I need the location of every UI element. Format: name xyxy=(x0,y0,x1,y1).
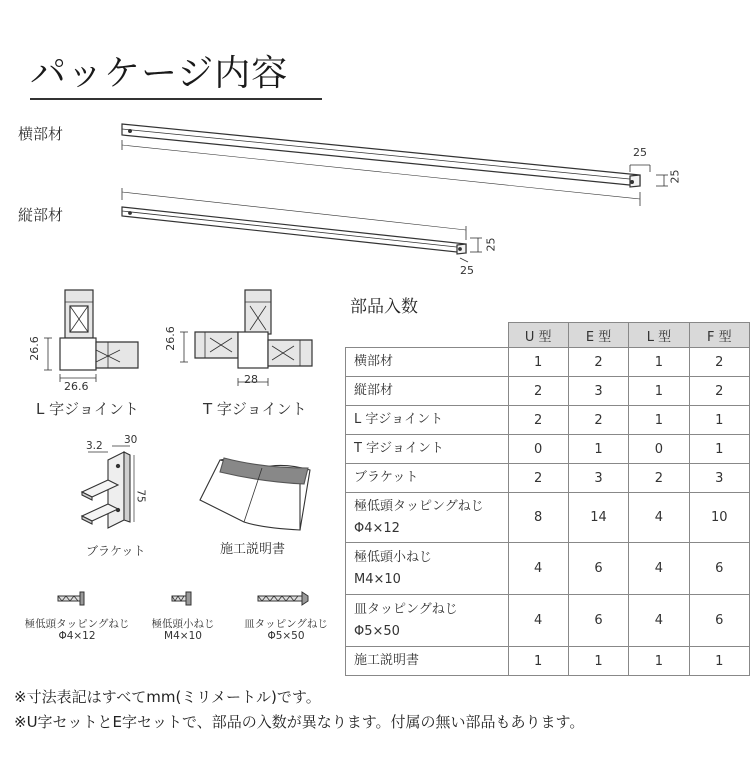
screw-3-drawing xyxy=(258,592,308,605)
screw-3-size: Φ5×50 xyxy=(267,630,305,642)
cell-value: 4 xyxy=(508,543,568,595)
row-name: L 字ジョイント xyxy=(346,406,509,435)
table-row xyxy=(346,406,750,435)
cell-value: 3 xyxy=(568,377,628,406)
table-row xyxy=(346,348,750,377)
header-f-type: F 型 xyxy=(689,323,749,348)
contents-note: ※U字セットとE字セットで、部品の入数が異なります。付属の無い部品もあります。 xyxy=(14,713,585,731)
cell-value: 1 xyxy=(568,435,628,464)
screw-1-name: 極低頭タッピングねじ xyxy=(24,618,130,630)
table-row xyxy=(346,493,750,543)
cell-value: 1 xyxy=(689,435,749,464)
bracket-drawing xyxy=(82,446,134,528)
cell-value: 4 xyxy=(629,543,689,595)
row-name: T 字ジョイント xyxy=(346,435,509,464)
horizontal-member-label: 横部材 xyxy=(18,125,64,143)
screw-2-drawing xyxy=(172,592,191,605)
screw-2-name: 極低頭小ねじ xyxy=(151,618,215,630)
cell-value: 1 xyxy=(629,348,689,377)
cell-value: 2 xyxy=(568,406,628,435)
t-joint-width-dim: 28 xyxy=(244,373,258,386)
row-name: 横部材 xyxy=(346,348,509,377)
cell-value: 6 xyxy=(568,543,628,595)
table-header-row xyxy=(346,323,750,348)
horizontal-member-drawing xyxy=(122,124,668,206)
bracket-width-dim: 30 xyxy=(124,434,138,446)
cell-value: 4 xyxy=(508,595,568,647)
cell-value: 4 xyxy=(629,493,689,543)
header-e-type: E 型 xyxy=(568,323,628,348)
cell-value: 2 xyxy=(629,464,689,493)
vertical-width-dim: 25 xyxy=(460,264,474,277)
t-joint-height-dim: 26.6 xyxy=(163,326,177,351)
cell-value: 3 xyxy=(568,464,628,493)
bracket-thickness-dim: 3.2 xyxy=(86,440,103,452)
vertical-height-dim: 25 xyxy=(484,237,498,252)
manual-label: 施工説明書 xyxy=(220,542,286,557)
cell-value: 1 xyxy=(629,406,689,435)
cell-value: 2 xyxy=(508,406,568,435)
cell-value: 1 xyxy=(508,647,568,676)
parts-count-table xyxy=(345,322,750,676)
t-joint-drawing xyxy=(180,290,312,386)
table-row xyxy=(346,595,750,647)
row-name: ブラケット xyxy=(346,464,509,493)
row-name: 極低頭タッピングねじ Φ4×12 xyxy=(346,493,509,543)
cell-value: 3 xyxy=(689,464,749,493)
table-row xyxy=(346,464,750,493)
cell-value: 4 xyxy=(629,595,689,647)
table-row xyxy=(346,435,750,464)
row-name: 縦部材 xyxy=(346,377,509,406)
cell-value: 1 xyxy=(629,377,689,406)
units-note: ※寸法表記はすべてmm(ミリメートル)です。 xyxy=(14,688,321,706)
table-row xyxy=(346,647,750,676)
table-corner xyxy=(346,323,509,348)
cell-value: 6 xyxy=(689,543,749,595)
cell-value: 2 xyxy=(689,348,749,377)
screw-2-size: M4×10 xyxy=(164,630,202,642)
cell-value: 2 xyxy=(508,377,568,406)
t-joint-label: T 字ジョイント xyxy=(203,400,307,418)
row-name: 皿タッピングねじ Φ5×50 xyxy=(346,595,509,647)
l-joint-drawing xyxy=(44,290,138,382)
cell-value: 6 xyxy=(689,595,749,647)
table-row xyxy=(346,377,750,406)
vertical-member-drawing xyxy=(122,188,482,262)
horizontal-height-dim: 25 xyxy=(668,169,682,184)
vertical-member-label: 縦部材 xyxy=(18,206,64,224)
cell-value: 2 xyxy=(508,464,568,493)
page-title: パッケージ内容 xyxy=(30,53,289,94)
bracket-height-dim: 75 xyxy=(134,489,147,503)
cell-value: 2 xyxy=(689,377,749,406)
cell-value: 14 xyxy=(568,493,628,543)
header-u-type: U 型 xyxy=(508,323,568,348)
screw-1-size: Φ4×12 xyxy=(58,630,96,642)
screw-3-name: 皿タッピングねじ xyxy=(244,618,328,630)
l-joint-height-dim: 26.6 xyxy=(27,336,41,361)
bracket-label: ブラケット xyxy=(86,544,146,558)
row-name: 施工説明書 xyxy=(346,647,509,676)
cell-value: 1 xyxy=(689,647,749,676)
l-joint-label: L 字ジョイント xyxy=(36,400,139,418)
cell-value: 10 xyxy=(689,493,749,543)
cell-value: 0 xyxy=(508,435,568,464)
header-l-type: L 型 xyxy=(629,323,689,348)
cell-value: 1 xyxy=(689,406,749,435)
cell-value: 1 xyxy=(629,647,689,676)
cell-value: 1 xyxy=(568,647,628,676)
cell-value: 8 xyxy=(508,493,568,543)
manual-drawing xyxy=(200,458,310,530)
screw-1-drawing xyxy=(58,592,84,605)
cell-value: 0 xyxy=(629,435,689,464)
cell-value: 2 xyxy=(568,348,628,377)
cell-value: 1 xyxy=(508,348,568,377)
l-joint-width-dim: 26.6 xyxy=(64,380,89,393)
table-row xyxy=(346,543,750,595)
horizontal-width-dim: 25 xyxy=(633,146,647,159)
row-name: 極低頭小ねじ M4×10 xyxy=(346,543,509,595)
parts-count-title: 部品入数 xyxy=(350,297,418,317)
cell-value: 6 xyxy=(568,595,628,647)
